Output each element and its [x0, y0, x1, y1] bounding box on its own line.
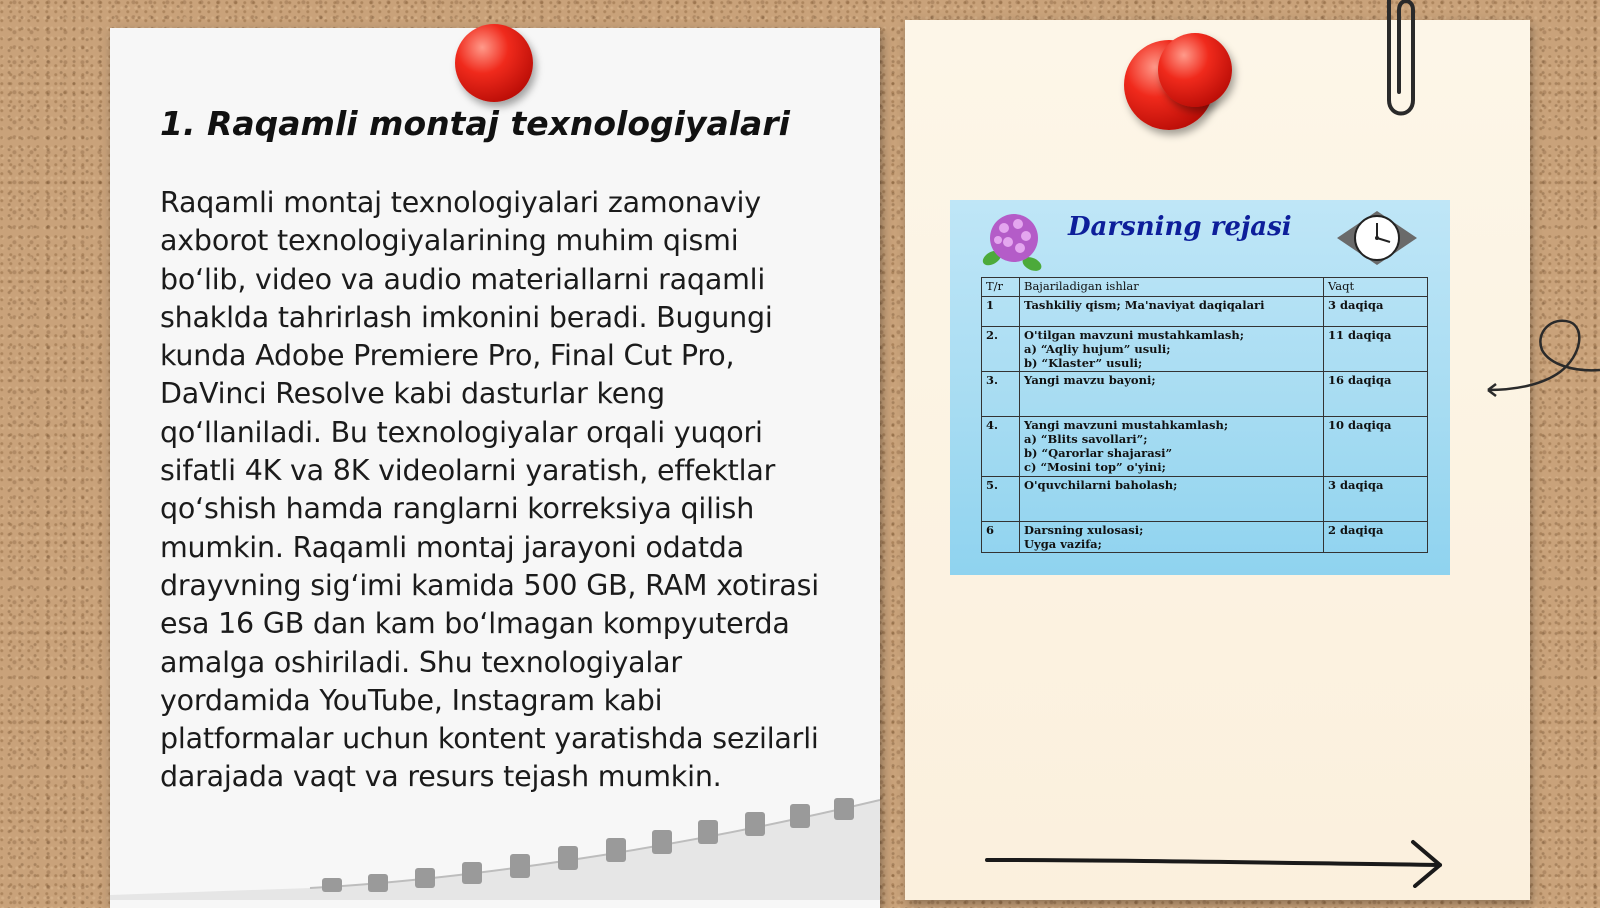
row-time-cell: 16 daqiqa [1324, 372, 1428, 417]
row-number-cell: 6 [982, 522, 1020, 553]
row-task-cell: O'tilgan mavzuni mustahkamlash; a) “Aqliy hujum” usuli; b) “Klaster” usuli; [1020, 327, 1324, 372]
lesson-plan-title: Darsning rejasi [1068, 212, 1292, 242]
torn-edge-decoration [110, 790, 880, 900]
table-header-row [982, 278, 1428, 297]
row-number-cell: 3. [982, 372, 1020, 417]
column-header: Bajariladigan ishlar [1020, 278, 1324, 297]
row-time-cell: 2 daqiqa [1324, 522, 1428, 553]
hydrangea-flower-icon [974, 208, 1054, 280]
row-number-cell: 4. [982, 417, 1020, 477]
row-time-cell: 11 daqiqa [1324, 327, 1428, 372]
row-time-cell: 3 daqiqa [1324, 477, 1428, 522]
red-pushpin-icon [455, 24, 533, 102]
clock-icon [1336, 210, 1418, 266]
note-title: 1. Raqamli montaj texnologiyalari [160, 104, 790, 143]
row-number-cell: 2. [982, 327, 1020, 372]
row-task-cell: Yangi mavzu bayoni; [1020, 372, 1324, 417]
note-body-text: Raqamli montaj texnologiyalari zamonaviy axborot texnologiyalarining muhim qismi boʻlib, video va audio materiallarni raqamli shaklda tahrirlash imkonini beradi. Bugungi kunda Adobe Premiere Pro, Final Cut Pro, DaVinci Resolve kabi dasturlar keng qoʻllaniladi. Bu texnologiyalar orqali yuqori sifatli 4K va 8K videolarni yaratish, effektlar qoʻshish hamda ranglarni korreksiya qilish mumkin. Raqamli montaj jarayoni odatda drayvning sigʻimi kamida 500 GB, RAM xotirasi esa 16 GB dan kam boʻlmagan kompyuterda amalga oshiriladi. Shu texnologiyalar yordamida YouTube, Instagram kabi platformalar uchun kontent yaratishda sezilarli darajada vaqt va resurs tejash mumkin. [160, 186, 820, 794]
row-task-cell: Yangi mavzuni mustahkamlash; a) “Blits savollari”; b) “Qarorlar shajarasi” c) “Mosini top” o'yini; [1020, 417, 1324, 477]
red-pushpin-icon [1158, 33, 1232, 107]
row-task-cell: O'quvchilarni baholash; [1020, 477, 1324, 522]
table-row [982, 372, 1428, 417]
row-number-cell: 5. [982, 477, 1020, 522]
table-row [982, 477, 1428, 522]
column-header: T/r [982, 278, 1020, 297]
row-task-cell: Tashkiliy qism; Ma'naviyat daqiqalari [1020, 297, 1324, 327]
swirl-arrow-icon [1480, 310, 1600, 410]
lesson-plan-table [981, 277, 1428, 553]
row-time-cell: 3 daqiqa [1324, 297, 1428, 327]
row-number-cell: 1 [982, 297, 1020, 327]
table-row [982, 417, 1428, 477]
table-row [982, 297, 1428, 327]
row-task-cell: Darsning xulosasi; Uyga vazifa; [1020, 522, 1324, 553]
column-header: Vaqt [1324, 278, 1428, 297]
table-row [982, 327, 1428, 372]
row-time-cell: 10 daqiqa [1324, 417, 1428, 477]
paperclip-icon [1375, 0, 1425, 125]
arrow-right-icon [985, 838, 1447, 888]
table-row [982, 522, 1428, 553]
